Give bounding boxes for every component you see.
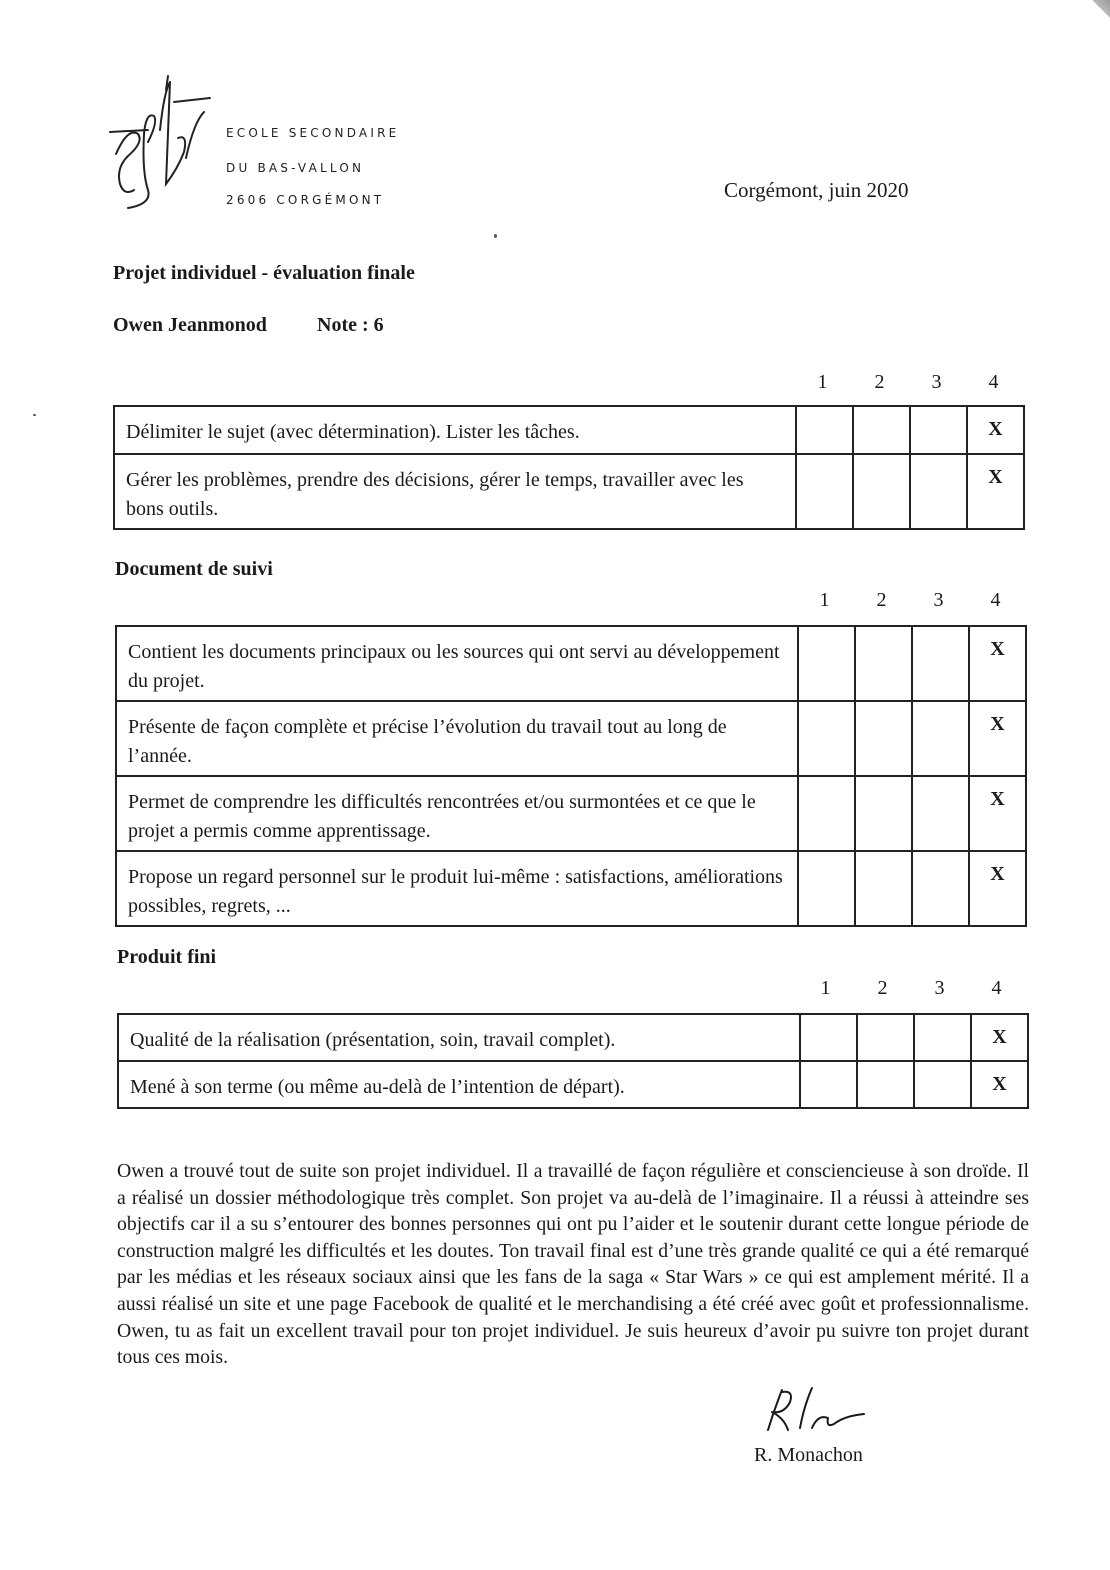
section-heading-document-de-suivi: Document de suivi <box>115 558 273 580</box>
rating-cell-2 <box>853 454 910 529</box>
table-row <box>118 1014 1028 1061</box>
handwritten-signature <box>760 1384 870 1436</box>
section-heading-produit-fini: Produit fini <box>117 946 217 968</box>
criterion-text: Contient les documents principaux ou les sources qui ont servi au développement du projet. <box>116 626 798 701</box>
rating-cell-1 <box>796 454 853 529</box>
rating-cell-4-checked: X <box>971 1061 1028 1108</box>
rating-cell-2 <box>853 406 910 454</box>
criteria-table-produit-fini <box>117 1013 1029 1109</box>
rating-cell-2 <box>855 701 912 776</box>
table-row <box>114 406 1024 454</box>
rating-cell-1 <box>798 701 855 776</box>
criterion-text: Délimiter le sujet (avec détermination). Lister les tâches. <box>114 406 796 454</box>
rating-cell-2 <box>855 851 912 926</box>
rating-cell-4-checked: X <box>967 454 1024 529</box>
scale-label: 1 <box>820 977 831 999</box>
scan-speck <box>494 234 497 238</box>
rating-scale-header <box>797 977 1027 1001</box>
scale-label: 3 <box>933 589 944 611</box>
rating-cell-3 <box>912 776 969 851</box>
criterion-text: Qualité de la réalisation (présentation, soin, travail complet). <box>118 1014 800 1061</box>
scale-label: 3 <box>934 977 945 999</box>
scan-speck <box>33 414 36 416</box>
school-logo <box>108 72 218 212</box>
scale-label: 2 <box>877 977 888 999</box>
scanned-page-corner <box>1088 0 1110 22</box>
rating-cell-3 <box>914 1061 971 1108</box>
criterion-text: Permet de comprendre les difficultés rencontrées et/ou surmontées et ce que le projet a permis comme apprentissage. <box>116 776 798 851</box>
table-row <box>116 626 1026 701</box>
signatory-name: R. Monachon <box>754 1444 863 1466</box>
rating-cell-2 <box>855 776 912 851</box>
scale-label: 2 <box>876 589 887 611</box>
table-row <box>114 454 1024 529</box>
rating-scale-header <box>794 371 1024 395</box>
rating-cell-4-checked: X <box>969 776 1026 851</box>
rating-cell-4-checked: X <box>969 851 1026 926</box>
rating-cell-3 <box>914 1014 971 1061</box>
letterhead-region-line: DU BAS-VALLON <box>226 161 365 175</box>
criterion-text: Propose un regard personnel sur le produit lui-même : satisfactions, améliorations possibles, regrets, ... <box>116 851 798 926</box>
document-title: Projet individuel - évaluation finale <box>113 262 415 284</box>
table-row <box>118 1061 1028 1108</box>
criterion-text: Mené à son terme (ou même au-delà de l’intention de départ). <box>118 1061 800 1108</box>
rating-cell-2 <box>855 626 912 701</box>
rating-cell-4-checked: X <box>967 406 1024 454</box>
rating-cell-3 <box>912 851 969 926</box>
scale-label: 1 <box>819 589 830 611</box>
letterhead-school-line: ECOLE SECONDAIRE <box>226 126 400 140</box>
criterion-text: Gérer les problèmes, prendre des décisions, gérer le temps, travailler avec les bons outils. <box>114 454 796 529</box>
criteria-table-general <box>113 405 1025 530</box>
rating-scale-header <box>796 589 1026 613</box>
rating-cell-1 <box>800 1014 857 1061</box>
rating-cell-3 <box>910 454 967 529</box>
scale-label: 1 <box>817 371 828 393</box>
letterhead-address-line: 2606 CORGÉMONT <box>226 193 385 207</box>
table-row <box>116 701 1026 776</box>
scale-label: 4 <box>991 977 1002 999</box>
rating-cell-4-checked: X <box>969 626 1026 701</box>
table-row <box>116 776 1026 851</box>
criterion-text: Présente de façon complète et précise l’évolution du travail tout au long de l’année. <box>116 701 798 776</box>
final-grade: Note : 6 <box>317 314 384 336</box>
rating-cell-4-checked: X <box>971 1014 1028 1061</box>
rating-cell-1 <box>800 1061 857 1108</box>
scale-label: 4 <box>990 589 1001 611</box>
scale-label: 3 <box>931 371 942 393</box>
table-row <box>116 851 1026 926</box>
rating-cell-3 <box>912 701 969 776</box>
student-name: Owen Jeanmonod <box>113 314 267 336</box>
date-place: Corgémont, juin 2020 <box>724 178 909 202</box>
rating-cell-3 <box>912 626 969 701</box>
criteria-table-document-de-suivi <box>115 625 1027 927</box>
scale-label: 2 <box>874 371 885 393</box>
rating-cell-2 <box>857 1061 914 1108</box>
rating-cell-3 <box>910 406 967 454</box>
rating-cell-1 <box>796 406 853 454</box>
rating-cell-1 <box>798 851 855 926</box>
rating-cell-1 <box>798 776 855 851</box>
rating-cell-4-checked: X <box>969 701 1026 776</box>
rating-cell-1 <box>798 626 855 701</box>
scale-label: 4 <box>988 371 999 393</box>
rating-cell-2 <box>857 1014 914 1061</box>
teacher-comment: Owen a trouvé tout de suite son projet individuel. Il a travaillé de façon régulière et consciencieuse à son droïde. Il a réalisé un dossier méthodologique très complet. Son projet va au-delà de l’imaginaire. Il a réussi à atteindre ses objectifs car il a su s’entourer des bonnes personnes qui ont pu l’aider et le soutenir durant cette longue période de construction malgré les difficultés et les doutes. Ton travail final est d’une très grande qualité ce qui a été remarqué par les médias et les réseaux sociaux ainsi que les fans de la saga « Star Wars » ce qui est amplement mérité. Il a aussi réalisé un site et une page Facebook de qualité et le merchandising a été créé avec goût et professionnalisme. Owen, tu as fait un excellent travail pour ton projet individuel. Je suis heureux d’avoir pu suivre ton projet durant tous ces mois. <box>117 1160 1029 1369</box>
